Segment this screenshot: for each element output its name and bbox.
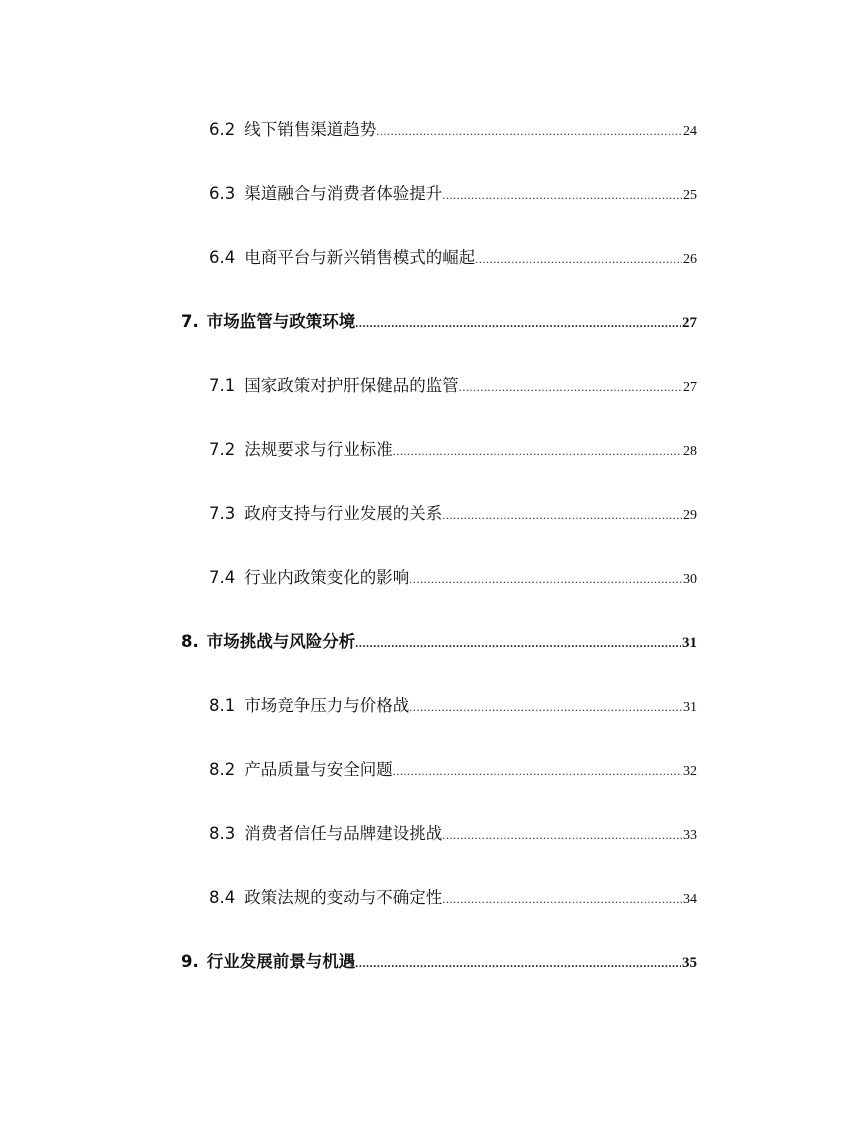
toc-page-number: 24: [683, 124, 697, 139]
toc-title: 产品质量与安全问题: [244, 760, 393, 779]
toc-entry-7-2[interactable]: [209, 437, 697, 463]
toc-title: 行业内政策变化的影响: [244, 568, 410, 587]
toc-page-number: 30: [683, 572, 697, 587]
toc-title: 政府支持与行业发展的关系: [244, 504, 443, 523]
dot-leader: [355, 630, 681, 656]
toc-entry-7[interactable]: [181, 309, 697, 335]
toc-entry-8[interactable]: [181, 629, 697, 655]
toc-page-number: 27: [683, 380, 697, 395]
dot-leader: [442, 502, 682, 528]
dot-leader: [355, 310, 681, 336]
toc-page-number: 29: [683, 508, 697, 523]
toc-number: 7.4: [209, 568, 236, 587]
dot-leader: [393, 758, 682, 784]
toc-entry-8-3[interactable]: [209, 821, 697, 847]
toc-entry-8-1[interactable]: [209, 693, 697, 719]
dot-leader: [355, 950, 681, 976]
dot-leader: [393, 438, 682, 464]
toc-title: 渠道融合与消费者体验提升: [244, 184, 443, 203]
dot-leader: [475, 246, 682, 272]
toc-number: 6.4: [209, 248, 236, 267]
toc-title: 政策法规的变动与不确定性: [244, 888, 443, 907]
toc-page-number: 32: [683, 764, 697, 779]
toc-title: 市场挑战与风险分析: [206, 632, 356, 651]
toc-number: 8.1: [209, 696, 236, 715]
toc-title: 消费者信任与品牌建设挑战: [244, 824, 443, 843]
toc-number: 7.: [181, 312, 199, 331]
toc-page-number: 31: [683, 700, 697, 715]
toc-number: 7.1: [209, 376, 236, 395]
toc-page-number: 31: [682, 635, 697, 651]
dot-leader: [442, 182, 682, 208]
toc-title: 行业发展前景与机遇: [206, 952, 356, 971]
toc-entry-7-1[interactable]: [209, 373, 697, 399]
toc-entry-6-3[interactable]: [209, 181, 697, 207]
toc-number: 8.3: [209, 824, 236, 843]
toc-entry-8-4[interactable]: [209, 885, 697, 911]
toc-number: 6.2: [209, 120, 236, 139]
toc-page-number: 33: [683, 828, 697, 843]
toc-number: 7.2: [209, 440, 236, 459]
toc-entry-6-4[interactable]: [209, 245, 697, 271]
toc-page-number: 28: [683, 444, 697, 459]
toc-number: 7.3: [209, 504, 236, 523]
toc-title: 线下销售渠道趋势: [244, 120, 377, 139]
dot-leader: [459, 374, 682, 400]
toc-page-number: 25: [683, 188, 697, 203]
dot-leader: [409, 694, 682, 720]
dot-leader: [409, 566, 682, 592]
toc-page-number: 26: [683, 252, 697, 267]
toc-entry-6-2[interactable]: [209, 117, 697, 143]
toc-number: 6.3: [209, 184, 236, 203]
dot-leader: [442, 822, 682, 848]
toc-number: 8.2: [209, 760, 236, 779]
toc-number: 8.4: [209, 888, 236, 907]
toc-entry-7-4[interactable]: [209, 565, 697, 591]
toc-title: 国家政策对护肝保健品的监管: [244, 376, 459, 395]
dot-leader: [442, 886, 682, 912]
toc-title: 法规要求与行业标准: [244, 440, 393, 459]
toc-page-number: 35: [682, 955, 697, 971]
toc-entry-7-3[interactable]: [209, 501, 697, 527]
dot-leader: [376, 118, 682, 144]
toc-page-number: 34: [683, 892, 697, 907]
toc-title: 电商平台与新兴销售模式的崛起: [244, 248, 476, 267]
toc-number: 9.: [181, 952, 199, 971]
toc-title: 市场竞争压力与价格战: [244, 696, 410, 715]
toc-entry-9[interactable]: [181, 949, 697, 975]
toc-entry-8-2[interactable]: [209, 757, 697, 783]
toc-title: 市场监管与政策环境: [206, 312, 356, 331]
toc-page-number: 27: [682, 315, 697, 331]
toc-number: 8.: [181, 632, 199, 651]
